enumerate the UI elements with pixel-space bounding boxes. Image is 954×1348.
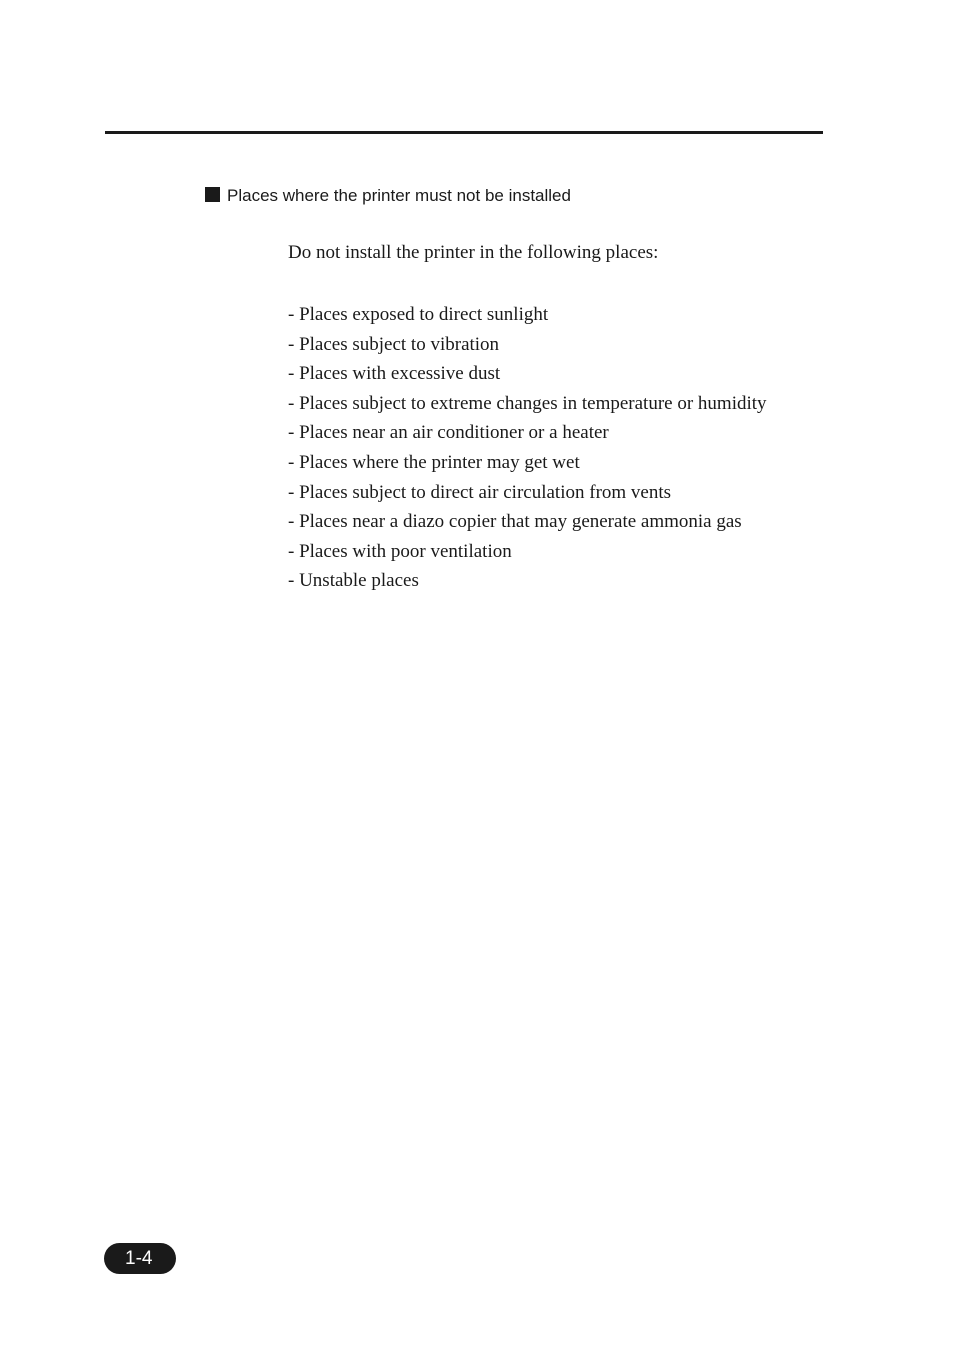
list-item: - Places where the printer may get wet — [288, 451, 580, 473]
section-heading-text: Places where the printer must not be installed — [227, 186, 571, 205]
list-item: - Places near a diazo copier that may generate ammonia gas — [288, 511, 742, 533]
list-item: - Places with excessive dust — [288, 363, 501, 385]
list-item: - Places subject to extreme changes in temperature or humidity — [288, 392, 767, 414]
bullet-square-icon — [205, 187, 220, 202]
header-rule — [105, 131, 823, 134]
list-item: - Places near an air conditioner or a heater — [288, 422, 609, 444]
list-item: - Places subject to vibration — [288, 333, 500, 355]
intro-text: Do not install the printer in the following places: — [288, 242, 659, 263]
prohibited-places-list — [288, 300, 767, 596]
list-item: - Places with poor ventilation — [288, 540, 512, 562]
page-number-badge: 1-4 — [104, 1243, 176, 1274]
list-item: - Places subject to direct air circulation from vents — [288, 481, 672, 503]
list-item: - Unstable places — [288, 570, 419, 592]
list-item: - Places exposed to direct sunlight — [288, 304, 549, 325]
section-heading — [205, 185, 571, 207]
